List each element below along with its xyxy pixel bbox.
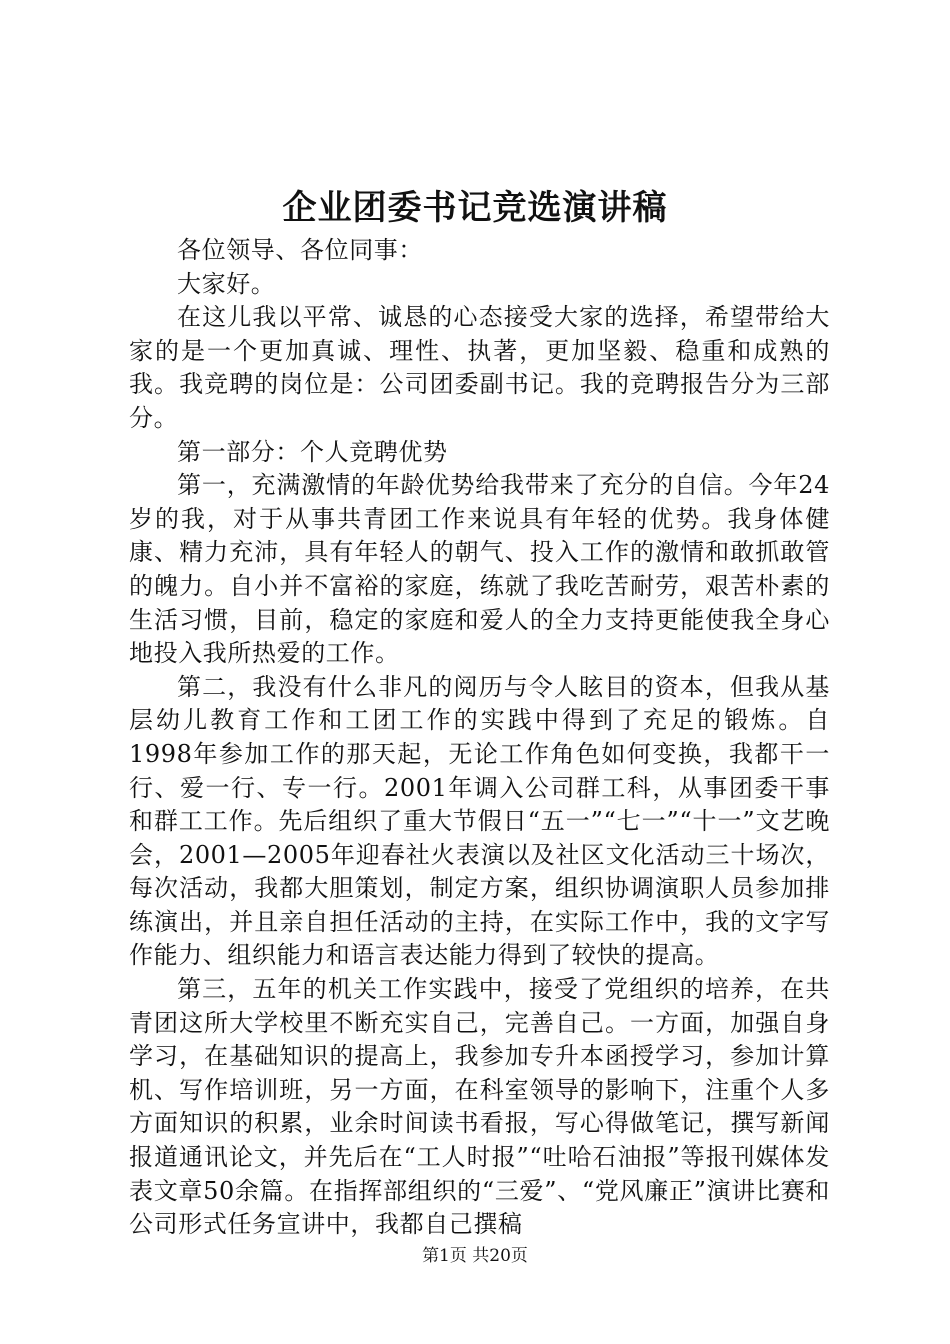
paragraph-second-point: 第二，我没有什么非凡的阅历与令人眩目的资本，但我从基层幼儿教育工作和工团工作的实践中得到了充足的锻炼。自1998年参加工作的那天起，无论工作角色如何变换，我都干一行、爱一行、专一行。2001年调入公司群工科，从事团委干事和群工工作。先后组织了重大节假日“五一”“七一”“十一”文艺晚会，2001—2005年迎春社火表演以及社区文化活动三十场次，每次活动，我都大胆策划，制定方案，组织协调演职人员参加排练演出，并且亲自担任活动的主持，在实际工作中，我的文字写作能力、组织能力和语言表达能力得到了较快的提高。 <box>129 672 830 970</box>
paragraph-third-point: 第三，五年的机关工作实践中，接受了党组织的培养，在共青团这所大学校里不断充实自己，完善自己。一方面，加强自身学习，在基础知识的提高上，我参加专升本函授学习，参加计算机、写作培训班，另一方面，在科室领导的影响下，注重个人多方面知识的积累，业余时间读书看报，写心得做笔记，撰写新闻报道通讯论文，并先后在“工人时报”“吐哈石油报”等报刊媒体发表文章50余篇。在指挥部组织的“三爱”、“党风廉正”演讲比赛和公司形式任务宣讲中，我都自己撰稿 <box>129 975 830 1239</box>
page-number-footer: 第1页 共20页 <box>422 1246 528 1266</box>
page-title: 企业团委书记竞选演讲稿 <box>282 188 668 228</box>
document-body <box>129 234 830 1242</box>
section-heading: 第一部分：个人竞聘优势 <box>177 437 448 466</box>
paragraph-salutation: 各位领导、各位同事： <box>177 236 423 264</box>
paragraph-introduction: 在这儿我以平常、诚恳的心态接受大家的选择，希望带给大家的是一个更加真诚、理性、执著，更加坚毅、稳重和成熟的我。我竞聘的岗位是：公司团委副书记。我的竞聘报告分为三部分。 <box>129 303 830 432</box>
paragraph-first-point: 第一，充满激情的年龄优势给我带来了充分的自信。今年24岁的我，对于从事共青团工作来说具有年轻的优势。我身体健康、精力充沛，具有年轻人的朝气、投入工作的激情和敢抓敢管的魄力。自小并不富裕的家庭，练就了我吃苦耐劳，艰苦朴素的生活习惯，目前，稳定的家庭和爱人的全力支持更能使我全身心地投入我所热爱的工作。 <box>129 471 830 668</box>
paragraph-greeting: 大家好。 <box>177 269 276 298</box>
